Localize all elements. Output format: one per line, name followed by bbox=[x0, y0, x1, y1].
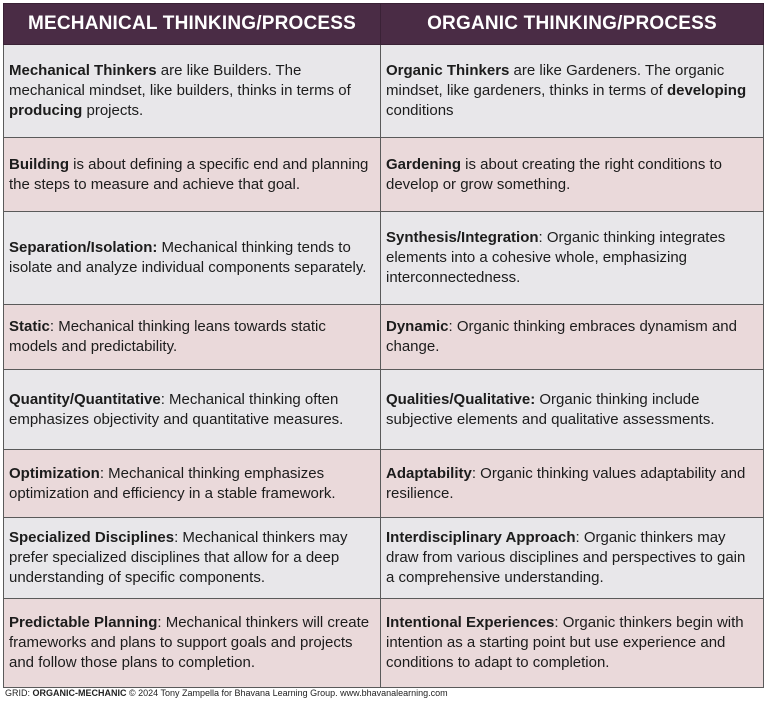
table-row bbox=[4, 518, 764, 599]
cell-text: are like Builders. The mechanical mindset, like builders, thinks in terms of bbox=[9, 62, 351, 99]
cell-text: : Organic thinking values adaptability and resilience. bbox=[386, 464, 746, 502]
cell-text: is about creating the right conditions to develop or grow something. bbox=[386, 155, 723, 193]
table-row bbox=[4, 370, 764, 450]
header-organic: ORGANIC THINKING/PROCESS bbox=[381, 4, 764, 45]
footer-grid-name: ORGANIC-MECHANIC bbox=[32, 688, 127, 698]
organic-cell bbox=[381, 45, 764, 138]
cell-term: Synthesis/Integration bbox=[386, 229, 539, 246]
cell-text: are like Gardeners. The organic mindset, like gardeners, thinks in terms of bbox=[386, 62, 725, 99]
footer-prefix: GRID: bbox=[5, 688, 33, 698]
cell-term: Quantity/Quantitative bbox=[9, 390, 161, 408]
cell-emphasis: developing bbox=[666, 82, 747, 99]
mechanical-cell bbox=[4, 370, 381, 450]
cell-text: : Mechanical thinking leans towards static models and predictability. bbox=[9, 318, 326, 355]
mechanical-cell bbox=[4, 305, 381, 370]
cell-term: Optimization bbox=[9, 464, 100, 482]
organic-cell bbox=[381, 138, 764, 212]
cell-text: : Mechanical thinking often emphasizes objectivity and quantitative measures. bbox=[9, 390, 344, 428]
cell-text: : Mechanical thinkers will create frameworks and plans to support goals and projects and follow those plans to completion. bbox=[9, 614, 370, 671]
cell-text: : Mechanical thinkers may prefer specialized disciplines that allow for a deep understanding of specific components. bbox=[9, 529, 348, 586]
organic-cell bbox=[381, 599, 764, 688]
cell-term: Dynamic bbox=[386, 318, 449, 335]
cell-term: Building bbox=[9, 155, 69, 173]
organic-cell bbox=[381, 305, 764, 370]
cell-term: Organic Thinkers bbox=[386, 62, 510, 79]
mechanical-cell bbox=[4, 518, 381, 599]
organic-cell bbox=[381, 450, 764, 518]
cell-term: Adaptability bbox=[386, 464, 472, 482]
header-row bbox=[4, 4, 764, 45]
cell-text-end: conditions bbox=[386, 102, 454, 119]
cell-text: : Mechanical thinking emphasizes optimization and efficiency in a stable framework. bbox=[9, 464, 336, 502]
mechanical-cell bbox=[4, 138, 381, 212]
mechanical-cell bbox=[4, 599, 381, 688]
cell-text: : Organic thinkers may draw from various disciplines and perspectives to gain a comprehensive understanding. bbox=[386, 529, 746, 586]
cell-term: Intentional Experiences bbox=[386, 614, 555, 631]
table-row bbox=[4, 305, 764, 370]
table-row bbox=[4, 450, 764, 518]
footer-credit bbox=[5, 688, 448, 698]
cell-text: Mechanical thinking tends to isolate and analyze individual components separately. bbox=[9, 239, 367, 276]
table-row bbox=[4, 45, 764, 138]
cell-text: Organic thinking include subjective elements and qualitative assessments. bbox=[386, 390, 715, 428]
organic-cell bbox=[381, 518, 764, 599]
table-row bbox=[4, 138, 764, 212]
organic-cell bbox=[381, 370, 764, 450]
cell-term: Static bbox=[9, 318, 50, 335]
cell-text: : Organic thinkers begin with intention as a starting point but use experience and conditions to adapt to completion. bbox=[386, 614, 744, 671]
cell-emphasis: producing bbox=[9, 102, 83, 119]
comparison-grid bbox=[3, 3, 763, 688]
comparison-table bbox=[3, 3, 764, 688]
footer-copyright: © 2024 Tony Zampella for Bhavana Learning Group. www.bhavanalearning.com bbox=[126, 688, 448, 698]
header-mechanical: MECHANICAL THINKING/PROCESS bbox=[4, 4, 381, 45]
cell-text-end: projects. bbox=[82, 102, 144, 119]
mechanical-cell bbox=[4, 45, 381, 138]
table-row bbox=[4, 212, 764, 305]
cell-text: is about defining a specific end and planning the steps to measure and achieve that goal. bbox=[9, 155, 369, 193]
organic-cell bbox=[381, 212, 764, 305]
cell-term: Mechanical Thinkers bbox=[9, 62, 157, 79]
cell-term: Qualities/Qualitative: bbox=[386, 390, 536, 408]
cell-text: : Organic thinking integrates elements into a cohesive whole, emphasizing interconnectedness. bbox=[386, 229, 726, 286]
cell-term: Specialized Disciplines bbox=[9, 529, 175, 546]
cell-text: : Organic thinking embraces dynamism and change. bbox=[386, 318, 737, 355]
mechanical-cell bbox=[4, 212, 381, 305]
mechanical-cell bbox=[4, 450, 381, 518]
cell-term: Gardening bbox=[386, 155, 462, 173]
cell-term: Separation/Isolation: bbox=[9, 239, 158, 256]
cell-term: Interdisciplinary Approach bbox=[386, 529, 576, 546]
cell-term: Predictable Planning bbox=[9, 614, 158, 631]
table-row bbox=[4, 599, 764, 688]
